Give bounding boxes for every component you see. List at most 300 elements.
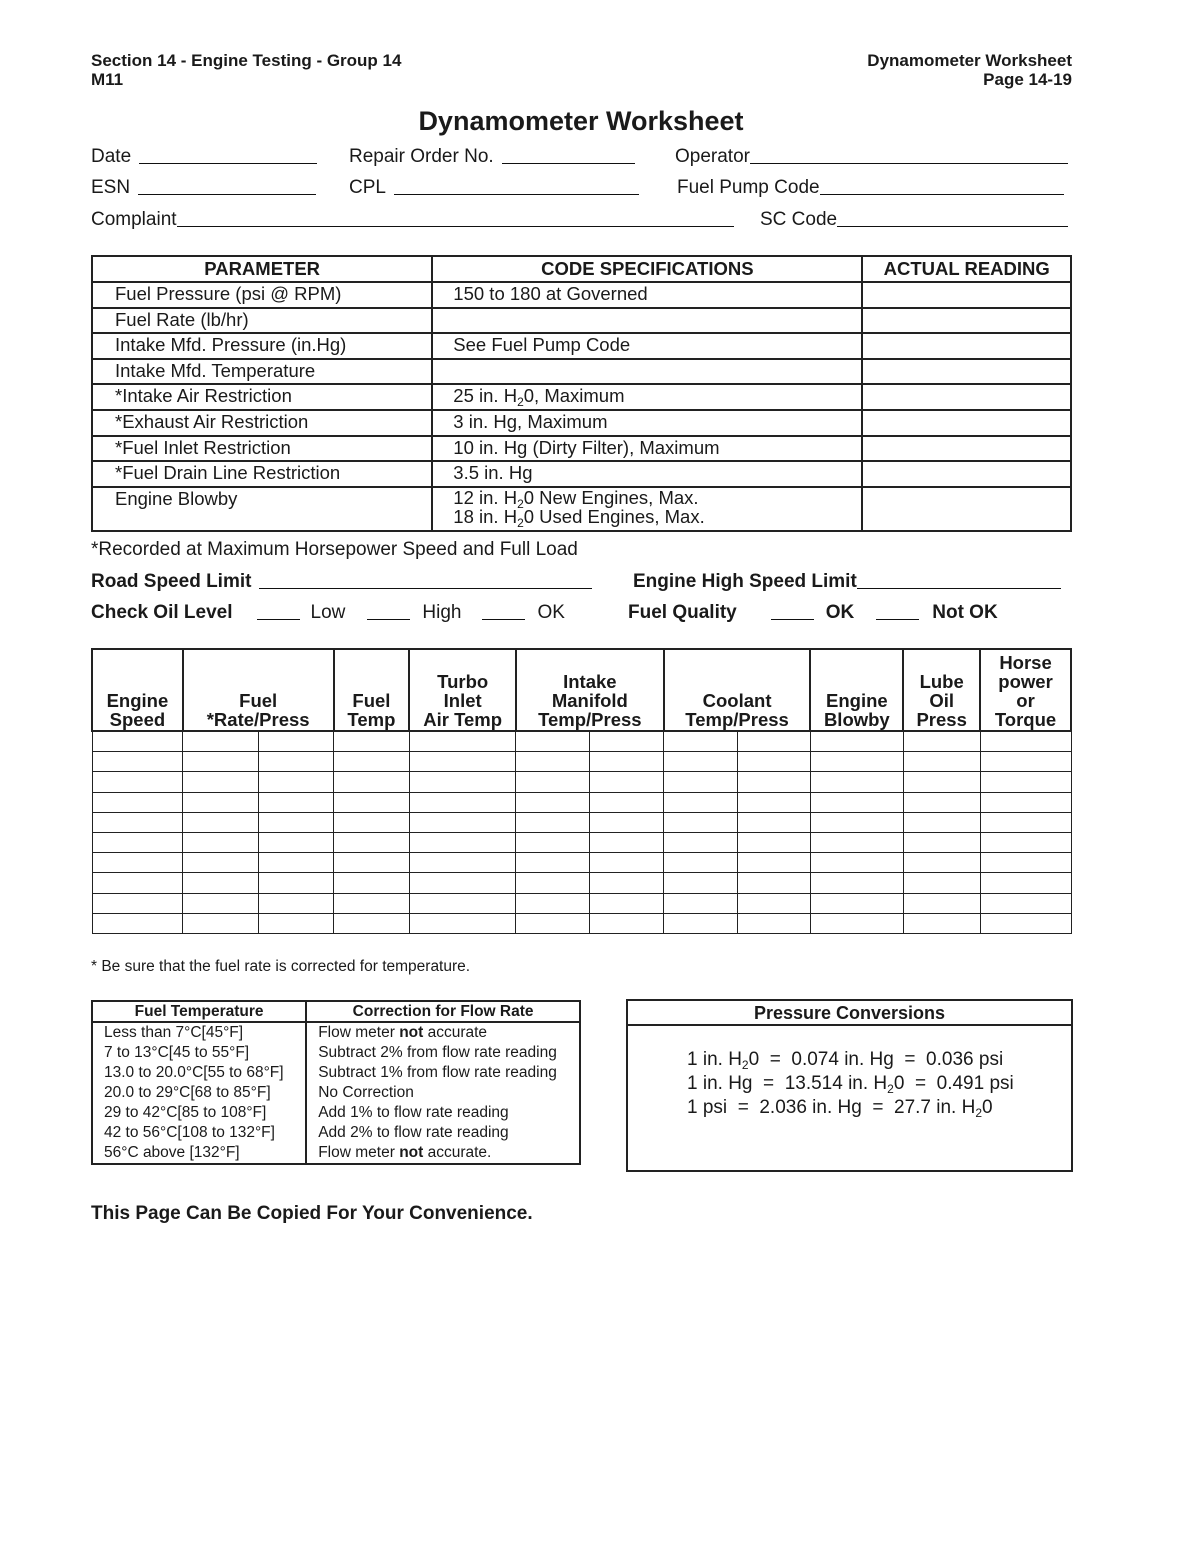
parameter-row	[92, 333, 1071, 359]
spec-text: 0 New Engines, Max.	[523, 486, 699, 508]
engine-data-cell[interactable]	[810, 792, 903, 812]
header-model: M11	[91, 70, 124, 89]
pressure-conversion-line	[628, 1072, 1071, 1096]
engine-data-header	[92, 649, 1071, 731]
code-spec: See Fuel Pump Code	[432, 333, 862, 359]
fuel-not-ok-blank[interactable]	[876, 618, 919, 620]
engine-data-row	[92, 792, 1071, 812]
parameter-name: Intake Mfd. Pressure (in.Hg)	[92, 333, 432, 359]
operator-line[interactable]	[750, 162, 1068, 164]
engine-data-cell[interactable]	[810, 772, 903, 792]
header-line: Temp/Press	[685, 709, 789, 730]
engine-data-cell[interactable]	[738, 772, 811, 792]
flow-table-row	[92, 1083, 580, 1103]
engine-data-cell[interactable]	[590, 893, 664, 913]
engine-data-cell[interactable]	[516, 853, 590, 873]
engine-data-cell[interactable]	[183, 772, 259, 792]
engine-data-cell[interactable]	[738, 792, 811, 812]
engine-data-cell[interactable]	[903, 913, 980, 933]
fuel-pump-code-field[interactable]	[677, 177, 1064, 199]
fuel-ok-label: OK	[825, 602, 855, 623]
flow-table-row	[92, 1123, 580, 1143]
engine-data-cell[interactable]	[980, 792, 1071, 812]
fuel-temperature-cell: 13.0 to 20.0°C[55 to 68°F]	[92, 1063, 306, 1083]
code-spec: 3 in. Hg, Maximum	[432, 410, 862, 436]
engine-data-cell[interactable]	[516, 832, 590, 852]
engine-data-cell[interactable]	[590, 832, 664, 852]
engine-data-cell[interactable]	[810, 752, 903, 772]
conversion-text: 1 in. H	[687, 1049, 742, 1070]
code-spec	[432, 308, 862, 334]
conversion-text: 0 = 0.491 psi	[893, 1073, 1014, 1094]
fuel-temperature-cell: 56°C above [132°F]	[92, 1143, 306, 1164]
fuel-pump-code-label: Fuel Pump Code	[677, 177, 820, 198]
parameter-name: Engine Blowby	[92, 487, 432, 531]
spec-text: 25 in. H	[453, 385, 518, 407]
spec-text: 0, Maximum	[523, 385, 625, 407]
header-line: Temp/Press	[538, 709, 642, 730]
engine-data-cell[interactable]	[409, 832, 516, 852]
engine-data-cell[interactable]	[810, 913, 903, 933]
engine-data-cell[interactable]	[259, 893, 334, 913]
correction-text: Flow meter	[318, 1024, 400, 1041]
engine-data-cell[interactable]	[334, 812, 410, 832]
engine-data-cell[interactable]	[334, 913, 410, 933]
coolant-temp-press-header	[664, 649, 811, 731]
engine-data-row	[92, 752, 1071, 772]
engine-data-cell[interactable]	[903, 853, 980, 873]
engine-data-cell[interactable]	[92, 893, 183, 913]
correction-text: accurate	[423, 1024, 488, 1041]
conversion-text: 1 in. Hg = 13.514 in. H	[687, 1073, 888, 1094]
engine-data-cell[interactable]	[92, 731, 183, 752]
oil-high-blank[interactable]	[367, 618, 410, 620]
engine-data-cell[interactable]	[334, 752, 410, 772]
engine-data-cell[interactable]	[738, 893, 811, 913]
repair-order-field[interactable]	[349, 146, 635, 168]
fuel-temperature-cell: 42 to 56°C[108 to 132°F]	[92, 1123, 306, 1143]
spec-text: 0 Used Engines, Max.	[523, 505, 705, 527]
turbo-inlet-air-temp-header	[409, 649, 516, 731]
fuel-rate-press-header	[183, 649, 334, 731]
engine-data-cell[interactable]	[92, 853, 183, 873]
engine-data-cell[interactable]	[92, 873, 183, 893]
flow-table-row	[92, 1103, 580, 1123]
spec-subscript: 2	[517, 395, 524, 410]
header-doc-title: Dynamometer Worksheet	[867, 51, 1072, 70]
esn-label: ESN	[91, 177, 131, 198]
engine-data-cell[interactable]	[980, 832, 1071, 852]
engine-data-cell[interactable]	[664, 832, 738, 852]
code-spec: 150 to 180 at Governed	[432, 282, 862, 308]
engine-high-speed-limit-label: Engine High Speed Limit	[633, 571, 857, 592]
parameter-row	[92, 359, 1071, 385]
engine-data-cell[interactable]	[738, 853, 811, 873]
header-line: Engine	[826, 690, 888, 711]
engine-data-cell[interactable]	[664, 731, 738, 752]
parameter-row	[92, 308, 1071, 334]
parameter-table	[91, 255, 1072, 532]
code-spec	[432, 487, 862, 531]
header-line: Press	[916, 709, 967, 730]
flow-table-row	[92, 1022, 580, 1043]
header-line: Oil	[929, 690, 954, 711]
engine-data-cell[interactable]	[516, 812, 590, 832]
oil-high-label: High	[422, 602, 462, 623]
engine-data-cell[interactable]	[664, 812, 738, 832]
engine-data-cell[interactable]	[664, 772, 738, 792]
engine-data-cell[interactable]	[810, 731, 903, 752]
parameter-row	[92, 410, 1071, 436]
engine-data-cell[interactable]	[590, 752, 664, 772]
engine-data-cell[interactable]	[664, 873, 738, 893]
engine-data-cell[interactable]	[409, 873, 516, 893]
engine-data-cell[interactable]	[590, 812, 664, 832]
fuel-temperature-cell: Less than 7°C[45°F]	[92, 1022, 306, 1043]
engine-data-cell[interactable]	[409, 731, 516, 752]
fuel-quality-label: Fuel Quality	[628, 602, 737, 623]
engine-data-cell[interactable]	[92, 812, 183, 832]
date-line[interactable]	[139, 162, 317, 164]
engine-data-cell[interactable]	[810, 832, 903, 852]
engine-data-cell[interactable]	[259, 731, 334, 752]
engine-data-cell[interactable]	[903, 792, 980, 812]
header-line: power	[998, 671, 1053, 692]
parameter-row	[92, 461, 1071, 487]
engine-data-cell[interactable]	[92, 832, 183, 852]
header-line: Horse	[999, 652, 1052, 673]
engine-data-cell[interactable]	[664, 752, 738, 772]
spec-line	[453, 505, 861, 530]
pressure-conversion-line	[628, 1048, 1071, 1072]
max-horsepower-note: *Recorded at Maximum Horsepower Speed and Full Load	[91, 539, 578, 560]
engine-data-cell[interactable]	[810, 853, 903, 873]
date-field[interactable]	[91, 146, 317, 168]
cpl-line[interactable]	[394, 193, 639, 195]
header-line: Fuel	[352, 690, 391, 711]
actual-reading-cell[interactable]	[862, 359, 1071, 385]
engine-data-cell[interactable]	[738, 873, 811, 893]
engine-data-cell[interactable]	[92, 772, 183, 792]
engine-data-cell[interactable]	[664, 853, 738, 873]
engine-data-cell[interactable]	[259, 812, 334, 832]
parameter-row	[92, 282, 1071, 308]
engine-data-cell[interactable]	[903, 812, 980, 832]
engine-data-cell[interactable]	[334, 832, 410, 852]
pressure-conversions-title: Pressure Conversions	[628, 1001, 1071, 1026]
road-speed-limit-line[interactable]	[259, 587, 592, 589]
engine-data-cell[interactable]	[259, 873, 334, 893]
road-speed-limit-field[interactable]	[91, 571, 592, 593]
intake-manifold-header	[516, 649, 664, 731]
header-line: or	[1016, 690, 1035, 711]
engine-high-speed-limit-field[interactable]	[633, 571, 1061, 593]
correction-text: accurate.	[423, 1144, 492, 1161]
esn-field[interactable]	[91, 177, 316, 199]
complaint-label: Complaint	[91, 209, 177, 230]
engine-data-cell[interactable]	[664, 893, 738, 913]
engine-data-row	[92, 893, 1071, 913]
engine-data-cell[interactable]	[516, 731, 590, 752]
parameter-name: *Fuel Inlet Restriction	[92, 436, 432, 462]
check-oil-level-row	[91, 602, 565, 624]
engine-data-cell[interactable]	[980, 893, 1071, 913]
engine-data-cell[interactable]	[903, 752, 980, 772]
engine-data-cell[interactable]	[334, 893, 410, 913]
engine-data-cell[interactable]	[409, 792, 516, 812]
correction-cell: Subtract 1% from flow rate reading	[306, 1063, 580, 1083]
page-title: Dynamometer Worksheet	[418, 106, 744, 136]
engine-data-cell[interactable]	[516, 913, 590, 933]
engine-data-cell[interactable]	[903, 873, 980, 893]
oil-ok-blank[interactable]	[482, 618, 525, 620]
complaint-field[interactable]	[91, 209, 734, 231]
parameter-name: Fuel Pressure (psi @ RPM)	[92, 282, 432, 308]
engine-data-cell[interactable]	[590, 853, 664, 873]
engine-data-cell[interactable]	[738, 913, 811, 933]
engine-data-cell[interactable]	[334, 772, 410, 792]
engine-data-cell[interactable]	[183, 792, 259, 812]
engine-speed-header	[92, 649, 183, 731]
engine-data-cell[interactable]	[980, 913, 1071, 933]
parameter-name: *Fuel Drain Line Restriction	[92, 461, 432, 487]
actual-reading-cell[interactable]	[862, 282, 1071, 308]
engine-data-cell[interactable]	[590, 731, 664, 752]
engine-data-cell[interactable]	[516, 873, 590, 893]
engine-data-cell[interactable]	[259, 853, 334, 873]
engine-data-cell[interactable]	[259, 772, 334, 792]
engine-data-cell[interactable]	[516, 893, 590, 913]
header-line: Manifold	[551, 690, 628, 711]
header-line: Coolant	[702, 690, 772, 711]
engine-data-cell[interactable]	[334, 731, 410, 752]
header-section	[91, 51, 401, 89]
header-line: Blowby	[823, 709, 890, 730]
engine-data-table	[91, 648, 1072, 934]
engine-data-row	[92, 772, 1071, 792]
repair-order-label: Repair Order No.	[349, 146, 494, 167]
engine-data-cell[interactable]	[980, 812, 1071, 832]
engine-data-cell[interactable]	[810, 873, 903, 893]
sc-code-field[interactable]	[760, 209, 1068, 231]
engine-data-cell[interactable]	[183, 731, 259, 752]
oil-low-label: Low	[310, 602, 346, 623]
conversion-text: 1 psi = 2.036 in. Hg = 27.7 in. H	[687, 1097, 976, 1118]
engine-data-cell[interactable]	[980, 752, 1071, 772]
engine-data-cell[interactable]	[516, 792, 590, 812]
parameter-name: Intake Mfd. Temperature	[92, 359, 432, 385]
engine-data-cell[interactable]	[738, 731, 811, 752]
engine-data-cell[interactable]	[516, 752, 590, 772]
sc-code-label: SC Code	[760, 209, 838, 230]
engine-data-cell[interactable]	[980, 873, 1071, 893]
engine-data-row	[92, 812, 1071, 832]
operator-field[interactable]	[675, 146, 1068, 168]
engine-data-cell[interactable]	[980, 853, 1071, 873]
actual-reading-cell[interactable]	[862, 384, 1071, 410]
engine-data-cell[interactable]	[980, 772, 1071, 792]
parameter-table-header	[92, 256, 1071, 282]
engine-data-cell[interactable]	[183, 752, 259, 772]
correction-cell: Subtract 2% from flow rate reading	[306, 1043, 580, 1063]
actual-reading-header: ACTUAL READING	[862, 256, 1071, 282]
oil-ok-label: OK	[537, 602, 565, 623]
oil-low-blank[interactable]	[257, 618, 300, 620]
fuel-ok-blank[interactable]	[771, 618, 814, 620]
engine-data-cell[interactable]	[183, 832, 259, 852]
parameter-row	[92, 487, 1071, 531]
engine-data-cell[interactable]	[738, 812, 811, 832]
fuel-temperature-header: Fuel Temperature	[92, 1001, 306, 1022]
engine-data-cell[interactable]	[92, 752, 183, 772]
correction-cell	[306, 1022, 580, 1043]
header-line: Engine	[106, 690, 169, 711]
code-spec	[432, 359, 862, 385]
fuel-temperature-correction-table	[91, 1000, 581, 1165]
engine-data-cell[interactable]	[590, 792, 664, 812]
engine-data-cell[interactable]	[664, 792, 738, 812]
engine-high-speed-limit-line[interactable]	[857, 587, 1061, 589]
parameter-name: *Intake Air Restriction	[92, 384, 432, 410]
flow-table-row	[92, 1063, 580, 1083]
spec-line	[453, 486, 861, 511]
actual-reading-cell[interactable]	[862, 487, 1071, 531]
engine-data-cell[interactable]	[738, 832, 811, 852]
conversion-subscript: 2	[975, 1106, 983, 1120]
engine-data-cell[interactable]	[259, 792, 334, 812]
conversion-text: 0 = 0.074 in. Hg = 0.036 psi	[748, 1049, 1004, 1070]
actual-reading-cell[interactable]	[862, 308, 1071, 334]
code-specifications-header: CODE SPECIFICATIONS	[432, 256, 862, 282]
engine-data-cell[interactable]	[183, 812, 259, 832]
correction-cell: No Correction	[306, 1083, 580, 1103]
cpl-label: CPL	[349, 177, 386, 198]
code-spec	[432, 384, 862, 410]
engine-data-cell[interactable]	[409, 853, 516, 873]
cpl-field[interactable]	[349, 177, 639, 199]
engine-data-cell[interactable]	[903, 772, 980, 792]
engine-data-cell[interactable]	[183, 913, 259, 933]
engine-data-cell[interactable]	[590, 772, 664, 792]
engine-blowby-header	[810, 649, 903, 731]
engine-data-cell[interactable]	[334, 853, 410, 873]
engine-data-cell[interactable]	[183, 873, 259, 893]
engine-data-cell[interactable]	[409, 772, 516, 792]
engine-data-cell[interactable]	[92, 792, 183, 812]
engine-data-row	[92, 913, 1071, 933]
header-line: *Rate/Press	[206, 709, 310, 730]
engine-data-row	[92, 731, 1071, 752]
parameter-header: PARAMETER	[92, 256, 432, 282]
flow-table-header	[92, 1001, 580, 1022]
header-line: Intake	[563, 671, 617, 692]
complaint-line[interactable]	[177, 225, 734, 227]
header-line: Torque	[994, 709, 1057, 730]
correction-header: Correction for Flow Rate	[306, 1001, 580, 1022]
copy-note: This Page Can Be Copied For Your Convenience.	[91, 1203, 533, 1224]
engine-data-cell[interactable]	[259, 752, 334, 772]
fuel-temp-header	[334, 649, 410, 731]
actual-reading-cell[interactable]	[862, 333, 1071, 359]
parameter-row	[92, 384, 1071, 410]
engine-data-cell[interactable]	[92, 913, 183, 933]
engine-data-cell[interactable]	[590, 913, 664, 933]
engine-data-row	[92, 873, 1071, 893]
header-line: Inlet	[443, 690, 482, 711]
check-oil-level-label: Check Oil Level	[91, 602, 233, 623]
operator-label: Operator	[675, 146, 750, 167]
engine-data-cell[interactable]	[810, 812, 903, 832]
correction-emphasis: not	[399, 1024, 424, 1041]
engine-data-row	[92, 853, 1071, 873]
engine-data-cell[interactable]	[409, 812, 516, 832]
engine-data-cell[interactable]	[183, 853, 259, 873]
flow-table-row	[92, 1143, 580, 1164]
sc-code-line[interactable]	[837, 225, 1068, 227]
conversion-subscript: 2	[887, 1082, 894, 1096]
repair-order-line[interactable]	[502, 162, 635, 164]
conversion-text: 0	[982, 1097, 993, 1118]
horsepower-torque-header	[980, 649, 1071, 731]
engine-data-body	[92, 731, 1071, 933]
engine-data-cell[interactable]	[334, 792, 410, 812]
engine-data-cell[interactable]	[980, 731, 1071, 752]
header-line: Air Temp	[423, 709, 503, 730]
engine-data-cell[interactable]	[903, 893, 980, 913]
fuel-not-ok-label: Not OK	[932, 602, 998, 623]
fuel-temperature-cell: 7 to 13°C[45 to 55°F]	[92, 1043, 306, 1063]
road-speed-limit-label: Road Speed Limit	[91, 571, 252, 592]
engine-data-cell[interactable]	[738, 752, 811, 772]
esn-line[interactable]	[138, 193, 316, 195]
fuel-pump-code-line[interactable]	[820, 193, 1064, 195]
engine-data-cell[interactable]	[903, 832, 980, 852]
engine-data-cell[interactable]	[516, 772, 590, 792]
fuel-rate-note: * Be sure that the fuel rate is corrected for temperature.	[91, 958, 471, 975]
header-line: Fuel	[239, 690, 278, 711]
actual-reading-cell[interactable]	[862, 436, 1071, 462]
engine-data-cell[interactable]	[259, 832, 334, 852]
spec-subscript: 2	[517, 496, 524, 511]
engine-data-cell[interactable]	[903, 731, 980, 752]
engine-data-row	[92, 832, 1071, 852]
actual-reading-cell[interactable]	[862, 410, 1071, 436]
parameter-name: *Exhaust Air Restriction	[92, 410, 432, 436]
header-line: Temp	[347, 709, 396, 730]
fuel-quality-row	[628, 602, 998, 624]
actual-reading-cell[interactable]	[862, 461, 1071, 487]
parameter-name: Fuel Rate (lb/hr)	[92, 308, 432, 334]
fuel-temperature-cell: 29 to 42°C[85 to 108°F]	[92, 1103, 306, 1123]
engine-data-cell[interactable]	[590, 873, 664, 893]
correction-emphasis: not	[399, 1144, 424, 1161]
header-section-title: Section 14 - Engine Testing - Group 14	[91, 51, 402, 70]
engine-data-cell[interactable]	[334, 873, 410, 893]
engine-data-cell[interactable]	[664, 913, 738, 933]
engine-data-cell[interactable]	[259, 913, 334, 933]
date-label: Date	[91, 146, 132, 167]
flow-table-row	[92, 1043, 580, 1063]
engine-data-cell[interactable]	[810, 893, 903, 913]
fuel-temperature-cell: 20.0 to 29°C[68 to 85°F]	[92, 1083, 306, 1103]
header-line: Lube	[919, 671, 964, 692]
engine-data-cell[interactable]	[183, 893, 259, 913]
engine-data-cell[interactable]	[409, 752, 516, 772]
code-spec: 10 in. Hg (Dirty Filter), Maximum	[432, 436, 862, 462]
engine-data-cell[interactable]	[409, 893, 516, 913]
engine-data-cell[interactable]	[409, 913, 516, 933]
correction-cell: Add 2% to flow rate reading	[306, 1123, 580, 1143]
